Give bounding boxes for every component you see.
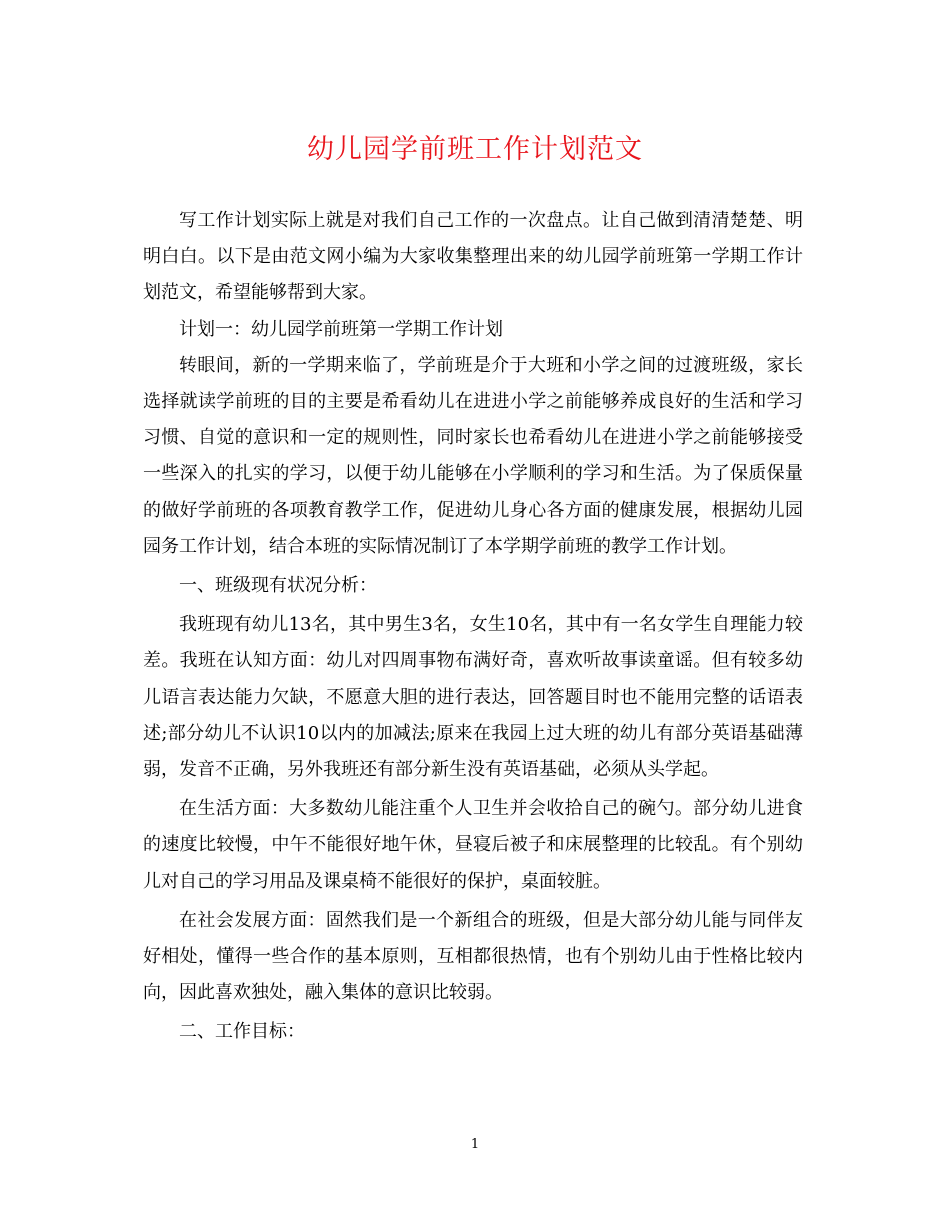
paragraph-cognition: 我班现有幼儿13名，其中男生3名，女生10名，其中有一名女学生自理能力较差。我班在认知方面：幼儿对四周事物布满好奇，喜欢听故事读童谣。但有较多幼儿语言表达能力欠缺，不愿意大胆的进行表达，回答题目时也不能用完整的话语表述;部分幼儿不认识10以内的加减法;原来在我园上过大班的幼儿有部分英语基础薄弱，发音不正确，另外我班还有部分新生没有英语基础，必须从头学起。	[143, 614, 803, 781]
document-body	[143, 203, 803, 1051]
paragraph-social-development: 在社会发展方面：固然我们是一个新组合的班级，但是大部分幼儿能与同伴友好相处，懂得一些合作的基本原则，互相都很热情，也有个别幼儿由于性格比较内向，因此喜欢独处，融入集体的意识比较弱。	[143, 909, 803, 1004]
section-heading-class-analysis: 一、班级现有状况分析：	[179, 575, 377, 597]
paragraph-daily-life: 在生活方面：大多数幼儿能注重个人卫生并会收拾自己的碗勺。部分幼儿进食的速度比较慢，中午不能很好地午休，昼寝后被子和床展整理的比较乱。有个别幼儿对自己的学习用品及课桌椅不能很好的保护，桌面较脏。	[143, 798, 803, 892]
page-number: 1	[470, 1137, 480, 1152]
paragraph-plan-one-heading: 计划一：幼儿园学前班第一学期工作计划	[179, 318, 503, 340]
document-title: 幼儿园学前班工作计划范文	[307, 134, 643, 165]
paragraph-plan-one-overview: 转眼间，新的一学期来临了，学前班是介于大班和小学之间的过渡班级，家长选择就读学前班的目的主要是希看幼儿在进进小学之前能够养成良好的生活和学习习惯、自觉的意识和一定的规则性，同时家长也希看幼儿在进进小学之前能够接受一些深入的扎实的学习，以便于幼儿能够在小学顺利的学习和生活。为了保质保量的做好学前班的各项教育教学工作，促进幼儿身心各方面的健康发展，根据幼儿园园务工作计划，结合本班的实际情况制订了本学期学前班的教学工作计划。	[143, 354, 803, 557]
section-heading-work-goals: 二、工作目标：	[179, 1021, 305, 1043]
paragraph-intro: 写工作计划实际上就是对我们自己工作的一次盘点。让自己做到清清楚楚、明明白白。以下是由范文网小编为大家收集整理出来的幼儿园学前班第一学期工作计划范文，希望能够帮到大家。	[143, 210, 803, 304]
